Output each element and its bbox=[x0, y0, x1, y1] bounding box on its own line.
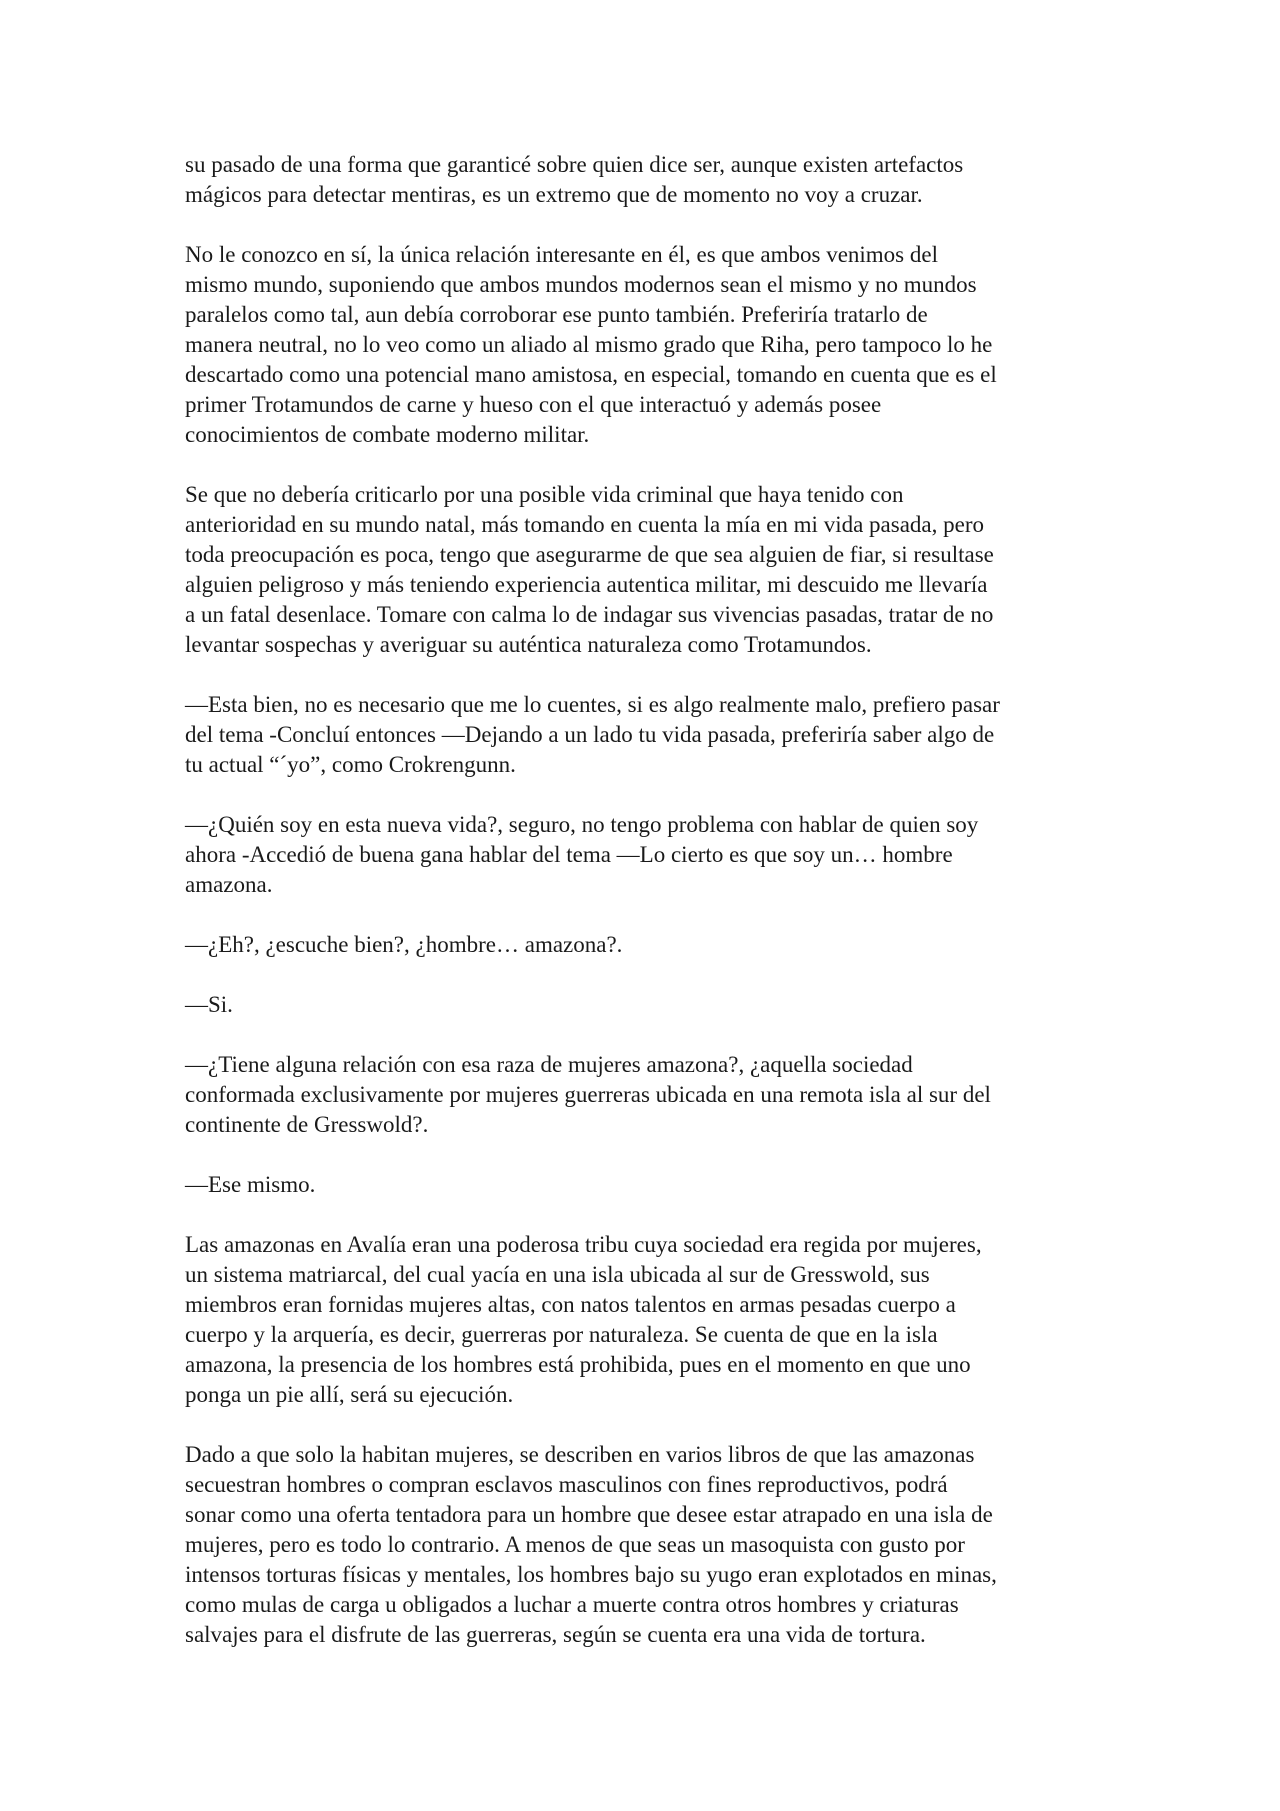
text-line: anterioridad en su mundo natal, más tomando en cuenta la mía en mi vida pasada, pero bbox=[185, 512, 984, 537]
text-line: —¿Tiene alguna relación con esa raza de mujeres amazona?, ¿aquella sociedad bbox=[185, 1052, 913, 1077]
paragraph-6 bbox=[185, 930, 1120, 960]
paragraph-2 bbox=[185, 240, 1120, 450]
paragraph-4 bbox=[185, 690, 1120, 780]
paragraph-1 bbox=[185, 150, 1120, 210]
paragraph-8 bbox=[185, 1050, 1120, 1140]
document-page bbox=[185, 150, 1120, 1680]
text-line: No le conozco en sí, la única relación interesante en él, es que ambos venimos del bbox=[185, 242, 938, 267]
text-line: alguien peligroso y más teniendo experiencia autentica militar, mi descuido me llevaría bbox=[185, 572, 988, 597]
text-line: salvajes para el disfrute de las guerreras, según se cuenta era una vida de tortura. bbox=[185, 1622, 926, 1647]
text-line: del tema -Concluí entonces —Dejando a un lado tu vida pasada, preferiría saber algo de bbox=[185, 722, 995, 747]
text-line: Dado a que solo la habitan mujeres, se describen en varios libros de que las amazonas bbox=[185, 1442, 975, 1467]
text-line: tu actual “´yo”, como Crokrengunn. bbox=[185, 752, 516, 777]
text-line: —¿Eh?, ¿escuche bien?, ¿hombre… amazona?. bbox=[185, 932, 623, 957]
text-line: —Si. bbox=[185, 992, 233, 1017]
paragraph-11 bbox=[185, 1440, 1120, 1650]
text-line: a un fatal desenlace. Tomare con calma lo de indagar sus vivencias pasadas, tratar de no bbox=[185, 602, 994, 627]
paragraph-10 bbox=[185, 1230, 1120, 1410]
paragraph-9 bbox=[185, 1170, 1120, 1200]
text-line: mágicos para detectar mentiras, es un extremo que de momento no voy a cruzar. bbox=[185, 182, 923, 207]
text-line: descartado como una potencial mano amistosa, en especial, tomando en cuenta que es el bbox=[185, 362, 997, 387]
text-line: conocimientos de combate moderno militar. bbox=[185, 422, 590, 447]
text-line: mismo mundo, suponiendo que ambos mundos modernos sean el mismo y no mundos bbox=[185, 272, 977, 297]
text-line: como mulas de carga u obligados a luchar a muerte contra otros hombres y criaturas bbox=[185, 1592, 959, 1617]
text-line: sonar como una oferta tentadora para un hombre que desee estar atrapado en una isla de bbox=[185, 1502, 993, 1527]
paragraph-5 bbox=[185, 810, 1120, 900]
paragraph-7 bbox=[185, 990, 1120, 1020]
text-line: —¿Quién soy en esta nueva vida?, seguro, no tengo problema con hablar de quien soy bbox=[185, 812, 979, 837]
text-line: ponga un pie allí, será su ejecución. bbox=[185, 1382, 514, 1407]
text-line: —Ese mismo. bbox=[185, 1172, 316, 1197]
paragraph-3 bbox=[185, 480, 1120, 660]
text-line: paralelos como tal, aun debía corroborar ese punto también. Preferiría tratarlo de bbox=[185, 302, 928, 327]
text-line: un sistema matriarcal, del cual yacía en una isla ubicada al sur de Gresswold, sus bbox=[185, 1262, 930, 1287]
text-line: mujeres, pero es todo lo contrario. A menos de que seas un masoquista con gusto por bbox=[185, 1532, 965, 1557]
text-line: su pasado de una forma que garanticé sobre quien dice ser, aunque existen artefactos bbox=[185, 152, 964, 177]
text-line: continente de Gresswold?. bbox=[185, 1112, 429, 1137]
text-line: amazona. bbox=[185, 872, 273, 897]
text-line: intensos torturas físicas y mentales, los hombres bajo su yugo eran explotados en minas, bbox=[185, 1562, 997, 1587]
text-line: manera neutral, no lo veo como un aliado al mismo grado que Riha, pero tampoco lo he bbox=[185, 332, 993, 357]
text-line: Se que no debería criticarlo por una posible vida criminal que haya tenido con bbox=[185, 482, 904, 507]
text-line: levantar sospechas y averiguar su auténtica naturaleza como Trotamundos. bbox=[185, 632, 872, 657]
text-line: secuestran hombres o compran esclavos masculinos con fines reproductivos, podrá bbox=[185, 1472, 948, 1497]
text-line: miembros eran fornidas mujeres altas, con natos talentos en armas pesadas cuerpo a bbox=[185, 1292, 956, 1317]
text-line: toda preocupación es poca, tengo que asegurarme de que sea alguien de fiar, si resultase bbox=[185, 542, 994, 567]
text-line: Las amazonas en Avalía eran una poderosa tribu cuya sociedad era regida por mujeres, bbox=[185, 1232, 982, 1257]
text-line: —Esta bien, no es necesario que me lo cuentes, si es algo realmente malo, prefiero pasar bbox=[185, 692, 1000, 717]
text-line: ahora -Accedió de buena gana hablar del tema —Lo cierto es que soy un… hombre bbox=[185, 842, 953, 867]
text-line: cuerpo y la arquería, es decir, guerreras por naturaleza. Se cuenta de que en la isla bbox=[185, 1322, 938, 1347]
text-line: primer Trotamundos de carne y hueso con el que interactuó y además posee bbox=[185, 392, 882, 417]
text-line: conformada exclusivamente por mujeres guerreras ubicada en una remota isla al sur del bbox=[185, 1082, 991, 1107]
text-line: amazona, la presencia de los hombres está prohibida, pues en el momento en que uno bbox=[185, 1352, 971, 1377]
